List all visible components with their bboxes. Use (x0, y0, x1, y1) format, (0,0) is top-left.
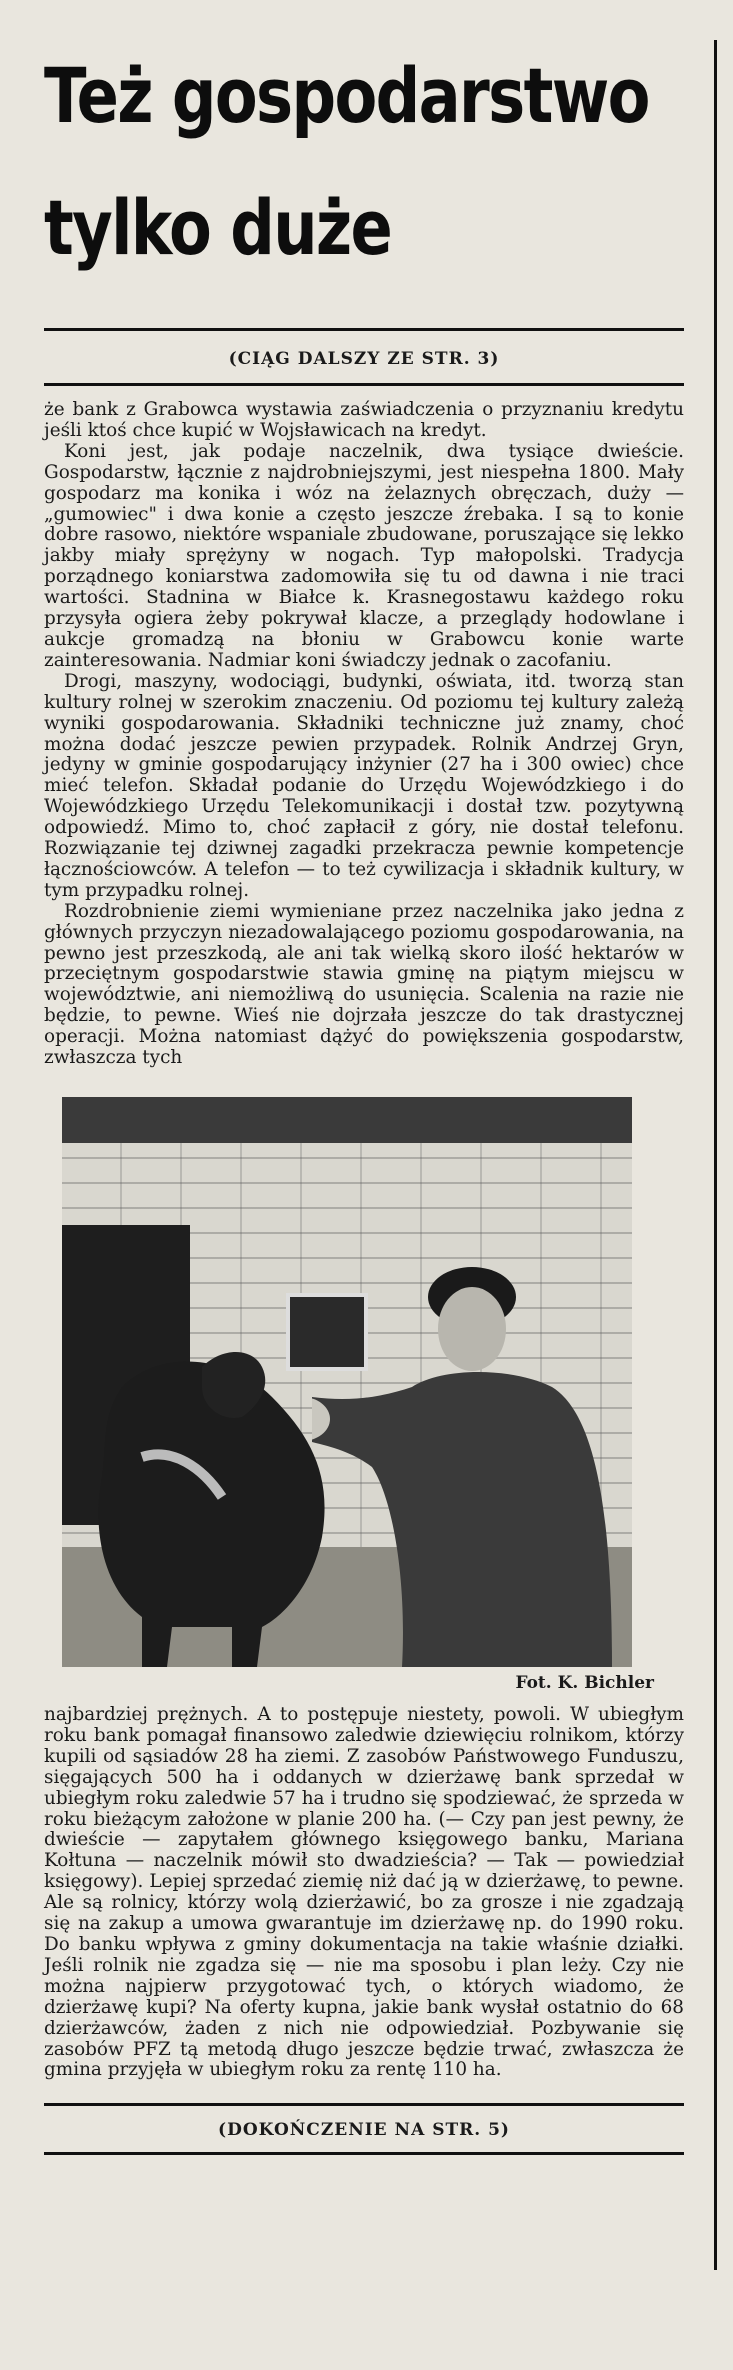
page-edge-line (714, 40, 717, 2270)
final-rule (44, 2152, 684, 2155)
article-body-bottom (44, 1705, 684, 2081)
roof-eave (62, 1097, 632, 1143)
headline (44, 0, 649, 294)
paragraph: Rozdrobnienie ziemi wymieniane przez naczelnika jako jedna z głównych przyczyn niezadowalającego poziomu gospodarowania, na pewno jest przeszkodą, ale ani tak wielką skoro ilość hektarów w przeciętnym gospodarstwie stawia gminę na piątym miejscu w województwie, ani niemożliwą do usunięcia. Scalenia na razie nie będzie, to pewne. Wieś nie dojrzała jeszcze do tak drastycznej operacji. Można natomiast dążyć do powiększenia gospodarstw, zwłaszcza tych (44, 900, 684, 1069)
paragraph: najbardziej prężnych. A to postępuje niestety, powoli. W ubiegłym roku bank pomagał finansowo zaledwie dziewięciu rolnikom, którzy kupili od sąsiadów 28 ha ziemi. Z zasobów Państwowego Funduszu, sięgających 500 ha i oddanych w dzierżawę bank sprzedał w ubiegłym roku zaledwie 57 ha i trudno się spodziewać, że sprzeda w roku bieżącym założone w planie 200 ha. (— Czy pan jest pewny, że dwieście — zapytałem głównego księgowego banku, Mariana Kołtuna — naczelnik mówił sto dwadzieścia? — Tak — powiedział księgowy). Lepiej sprzedać ziemię niż dać ją w dzierżawę, to pewne. Ale są rolnicy, którzy wolą dzierżawić, bo za grosze i nie zgadzają się na zakup a umowa gwarantuje im dzierżawę np. do 1990 roku. Do banku wpływa z gminy dokumentacja na takie właśnie działki. Jeśli rolnik nie zgadza się — nie ma sposobu i plan leży. Czy nie można najpierw przygotować tych, o których wiadomo, że dzierżawę kupi? Na oferty kupna, jakie bank wysłał ostatnio do 68 dzierżawców, żaden z nich nie odpowiedział. Pozbywanie się zasobów PFZ tą metodą długo jeszcze będzie trwać, zwłaszcza że gmina przyjęła w ubiegłym roku za rentę 110 ha. (44, 1704, 684, 2081)
bottom-rule (44, 2103, 684, 2106)
paragraph: że bank z Grabowca wystawia zaświadczenia o przyznaniu kredytu jeśli ktoś chce kupić w Wojsławicach na kredyt. (44, 399, 684, 441)
newspaper-clipping (44, 0, 684, 2370)
continued-from-label: (CIĄG DALSZY ZE STR. 3) (228, 349, 500, 369)
paragraph: Koni jest, jak podaje naczelnik, dwa tysiące dwieście. Gospodarstw, łącznie z najdrobniejszymi, jest niespełna 1800. Mały gospodarz ma konika i wóz na żelaznych obręczach, duży — „gumowiec" i dwa konie a często jeszcze źrebaka. I są to konie dobre rasowo, niektóre wspaniale zbudowane, poruszające się lekko jakby miały sprężyny w nogach. Typ małopolski. Tradycja porządnego koniarstwa zadomowiła się tu od dawna i nie traci wartości. Stadnina w Białce k. Krasnegostawu każdego roku przysyła ogiera żeby pokrywał klacze, a przeglądy hodowlane i aukcje gromadzą na błoniu w Grabowcu konie warte zainteresowania. Nadmiar koni świadczy jednak o zacofaniu. (44, 440, 684, 671)
photo-credit: Fot. K. Bichler (515, 1673, 654, 1693)
continued-rule (44, 383, 684, 386)
headline-line-2: tylko duże (44, 183, 392, 272)
photo-man-with-horse (62, 1097, 632, 1667)
headline-line-1: Też gospodarstwo (44, 51, 649, 140)
article-body-top (44, 400, 684, 1069)
top-rule (44, 328, 684, 331)
paragraph: Drogi, maszyny, wodociągi, budynki, oświata, itd. tworzą stan kultury rolnej w szerokim znaczeniu. Od poziomu tej kultury zależą wyniki gospodarowania. Składniki techniczne już znamy, choć można dodać jeszcze pewien przypadek. Rolnik Andrzej Gryn, jedyny w gminie gospodarujący inżynier (27 ha i 300 owiec) chce mieć telefon. Składał podanie do Urzędu Wojewódzkiego i do Wojewódzkiego Urzędu Telekomunikacji i dostał tzw. pozytywną odpowiedź. Mimo to, choć zapłacił z góry, nie dostał telefonu. Rozwiązanie tej dziwnej zagadki przekracza pewnie kompetencje łącznościowców. A telefon — to też cywilizacja i składnik kultury, w tym przypadku rolnej. (44, 670, 684, 901)
man-figure (312, 1237, 632, 1667)
continued-to-label: (DOKOŃCZENIE NA STR. 5) (218, 2120, 510, 2141)
